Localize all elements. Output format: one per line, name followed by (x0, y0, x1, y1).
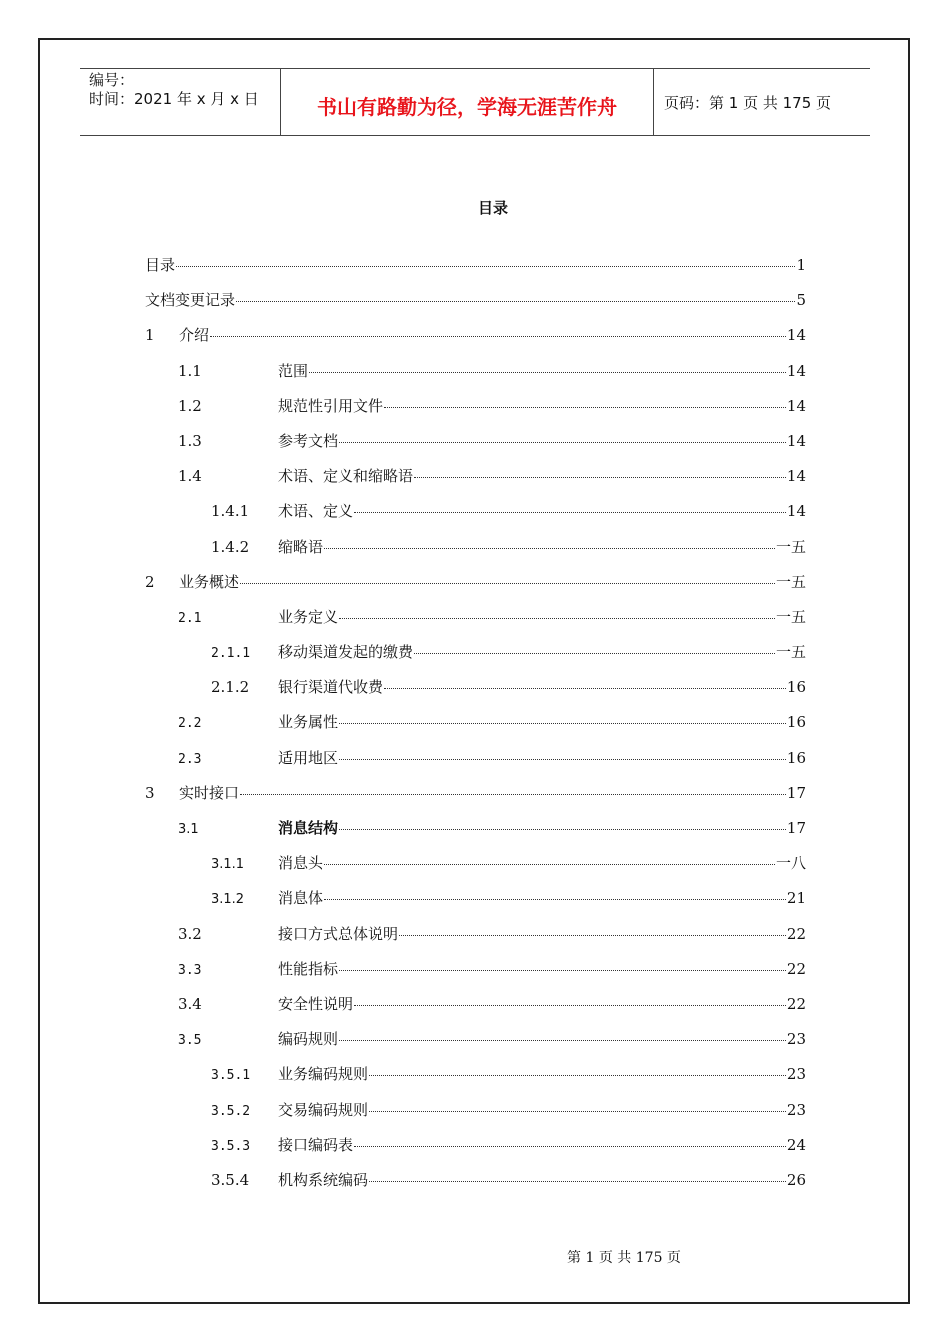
toc-entry[interactable] (145, 254, 806, 289)
toc-entry-label: 性能指标 (278, 959, 339, 978)
toc-entry-label: 规范性引用文件 (278, 396, 384, 415)
toc-entry-number: 1.4.2 (211, 537, 250, 556)
toc-entry-label: 业务概述 (179, 572, 240, 591)
toc-entry-label: 参考文档 (278, 431, 339, 450)
toc-entry-number: 2.1.2 (211, 678, 250, 697)
toc-entry-label: 介绍 (179, 326, 210, 345)
toc-entry[interactable] (145, 852, 806, 887)
toc-dot-leader (240, 583, 775, 584)
toc-entry-label: 交易编码规则 (278, 1100, 369, 1119)
toc-dot-leader (324, 864, 775, 865)
toc-entry-number: 2.3 (178, 751, 202, 767)
toc-dot-leader (339, 970, 786, 971)
toc-entry[interactable] (145, 360, 806, 395)
toc-dot-leader (354, 1146, 786, 1147)
toc-dot-leader (339, 723, 786, 724)
toc-entry-number: 3.5.1 (211, 1068, 251, 1084)
toc-entry-page: 23 (786, 1030, 806, 1049)
toc-entry-number: 3.3 (178, 962, 202, 978)
toc-entry[interactable] (145, 747, 806, 782)
toc-entry-label: 术语、定义和缩略语 (278, 467, 414, 486)
toc-entry[interactable] (145, 958, 806, 993)
toc-dot-leader (399, 935, 786, 936)
toc-entry-page: 一五 (775, 643, 806, 662)
toc-dot-leader (176, 266, 795, 267)
toc-entry-number: 1.4.1 (211, 502, 250, 521)
toc-entry-number: 1.1 (178, 361, 202, 380)
toc-entry-label: 业务属性 (278, 713, 339, 732)
toc-entry-page: 17 (786, 783, 806, 802)
toc-entry[interactable] (145, 1028, 806, 1063)
toc-entry-label: 目录 (145, 256, 176, 274)
toc-dot-leader (414, 477, 786, 478)
toc-entry-number: 2 (145, 572, 155, 591)
toc-entry-page: 24 (786, 1135, 806, 1154)
toc-dot-leader (236, 301, 795, 302)
toc-entry-number: 1 (145, 326, 155, 345)
toc-dot-leader (309, 372, 786, 373)
toc-dot-leader (339, 759, 786, 760)
toc-entry-page: 14 (786, 431, 806, 450)
toc-entry-label: 消息结构 (278, 819, 339, 837)
toc-entry-label: 术语、定义 (278, 502, 354, 521)
toc-entry[interactable] (145, 782, 806, 817)
toc-entry[interactable] (145, 465, 806, 500)
toc-dot-leader (339, 442, 786, 443)
toc-entry-label: 缩略语 (278, 537, 324, 556)
toc-dot-leader (369, 1181, 786, 1182)
toc-entry-page: 16 (786, 748, 806, 767)
toc-entry[interactable] (145, 923, 806, 958)
toc-dot-leader (369, 1111, 786, 1112)
header-motto: 书山有路勤为径，学海无涯苦作舟 (281, 69, 654, 135)
toc-entry[interactable] (145, 606, 806, 641)
toc-entry-label: 范围 (278, 361, 309, 380)
toc-entry-page: 14 (786, 502, 806, 521)
toc-entry-label: 实时接口 (179, 783, 240, 802)
toc-entry-page: 22 (786, 924, 806, 943)
toc-entry-number: 3.4 (178, 994, 202, 1013)
toc-entry-label: 业务编码规则 (278, 1065, 369, 1084)
toc-entry-number: 3.5.4 (211, 1170, 250, 1189)
toc-entry-label: 银行渠道代收费 (278, 678, 384, 697)
toc-entry[interactable] (145, 1099, 806, 1134)
toc-entry[interactable] (145, 395, 806, 430)
toc-dot-leader (339, 1040, 786, 1041)
toc-entry-number: 2.2 (178, 716, 202, 732)
toc-entry-number: 3.5 (178, 1033, 202, 1049)
toc-entry-number: 3.1.2 (211, 892, 245, 908)
toc-dot-leader (339, 618, 775, 619)
toc-dot-leader (384, 407, 786, 408)
toc-entry-number: 1.4 (178, 467, 202, 486)
toc-dot-leader (339, 829, 786, 830)
toc-entry-number: 1.2 (178, 396, 202, 415)
toc-entry-page: 21 (786, 889, 806, 908)
toc-entry[interactable] (145, 571, 806, 606)
toc-entry-page: 16 (786, 678, 806, 697)
toc-entry-page: 17 (786, 819, 806, 837)
toc-entry-page: 16 (786, 713, 806, 732)
header-meta (80, 69, 281, 135)
toc-dot-leader (354, 1005, 786, 1006)
header-page-info: 页码：第 1 页 共 175 页 (664, 93, 832, 112)
toc-entry-label: 适用地区 (278, 748, 339, 767)
toc-entry[interactable] (145, 324, 806, 359)
toc-entry-number: 2.1 (178, 610, 202, 626)
toc-dot-leader (414, 653, 775, 654)
toc-dot-leader (324, 899, 786, 900)
toc-entry-page: 一八 (775, 854, 806, 873)
toc-entry[interactable] (145, 887, 806, 922)
toc-entry-number: 3.2 (178, 924, 202, 943)
toc-entry-number: 3.5.3 (211, 1138, 251, 1154)
toc-entry-page: 23 (786, 1065, 806, 1084)
toc-entry-label: 消息头 (278, 854, 324, 873)
toc-entry-number: 1.3 (178, 431, 202, 450)
document-header (80, 68, 870, 136)
toc-dot-leader (369, 1075, 786, 1076)
toc-entry-label: 移动渠道发起的缴费 (278, 643, 414, 662)
toc-entry-label: 机构系统编码 (278, 1170, 369, 1189)
document-date: 时间：2021 年 x 月 x 日 (89, 90, 259, 108)
toc-entry[interactable] (145, 641, 806, 676)
toc-dot-leader (324, 548, 775, 549)
toc-entry[interactable] (145, 817, 806, 852)
toc-entry-page: 22 (786, 959, 806, 978)
toc-entry-number: 2.1.1 (211, 646, 251, 662)
toc-entry[interactable] (145, 289, 806, 324)
toc-entry-page: 5 (796, 291, 806, 310)
toc-entry[interactable] (145, 500, 806, 535)
toc-entry-label: 接口编码表 (278, 1135, 354, 1154)
document-number: 编号： (89, 71, 135, 89)
toc-entry[interactable] (145, 1169, 806, 1204)
toc-entry-number: 3 (145, 783, 155, 802)
toc-dot-leader (210, 336, 786, 337)
toc-title: 目录 (477, 199, 508, 217)
toc-entry-page: 14 (786, 361, 806, 380)
toc-dot-leader (354, 512, 786, 513)
page-footer: 第 1 页 共 175 页 (567, 1250, 681, 1266)
toc-entry[interactable] (145, 676, 806, 711)
toc-dot-leader (384, 688, 786, 689)
toc-entry-number: 3.1 (178, 822, 199, 837)
toc-entry-page: 1 (796, 256, 806, 274)
toc-entry-page: 一五 (775, 572, 806, 591)
toc-entry-label: 编码规则 (278, 1030, 339, 1049)
table-of-contents (145, 254, 806, 1204)
toc-entry-page: 22 (786, 994, 806, 1013)
toc-entry-page: 一五 (775, 607, 806, 626)
toc-entry-number: 3.5.2 (211, 1103, 251, 1119)
toc-entry-page: 23 (786, 1100, 806, 1119)
toc-entry-page: 一五 (775, 537, 806, 556)
toc-entry[interactable] (145, 1063, 806, 1098)
toc-entry[interactable] (145, 536, 806, 571)
toc-entry-label: 接口方式总体说明 (278, 924, 399, 943)
toc-entry-label: 文档变更记录 (145, 291, 236, 310)
toc-entry-label: 消息体 (278, 889, 324, 908)
toc-entry-label: 业务定义 (278, 607, 339, 626)
toc-dot-leader (240, 794, 786, 795)
toc-entry-label: 安全性说明 (278, 994, 354, 1013)
toc-entry-number: 3.1.1 (211, 857, 245, 873)
toc-entry[interactable] (145, 711, 806, 746)
toc-entry-page: 14 (786, 326, 806, 345)
toc-entry-page: 14 (786, 396, 806, 415)
toc-entry-page: 26 (786, 1170, 806, 1189)
toc-entry[interactable] (145, 1134, 806, 1169)
toc-entry-page: 14 (786, 467, 806, 486)
toc-entry[interactable] (145, 430, 806, 465)
toc-entry[interactable] (145, 993, 806, 1028)
